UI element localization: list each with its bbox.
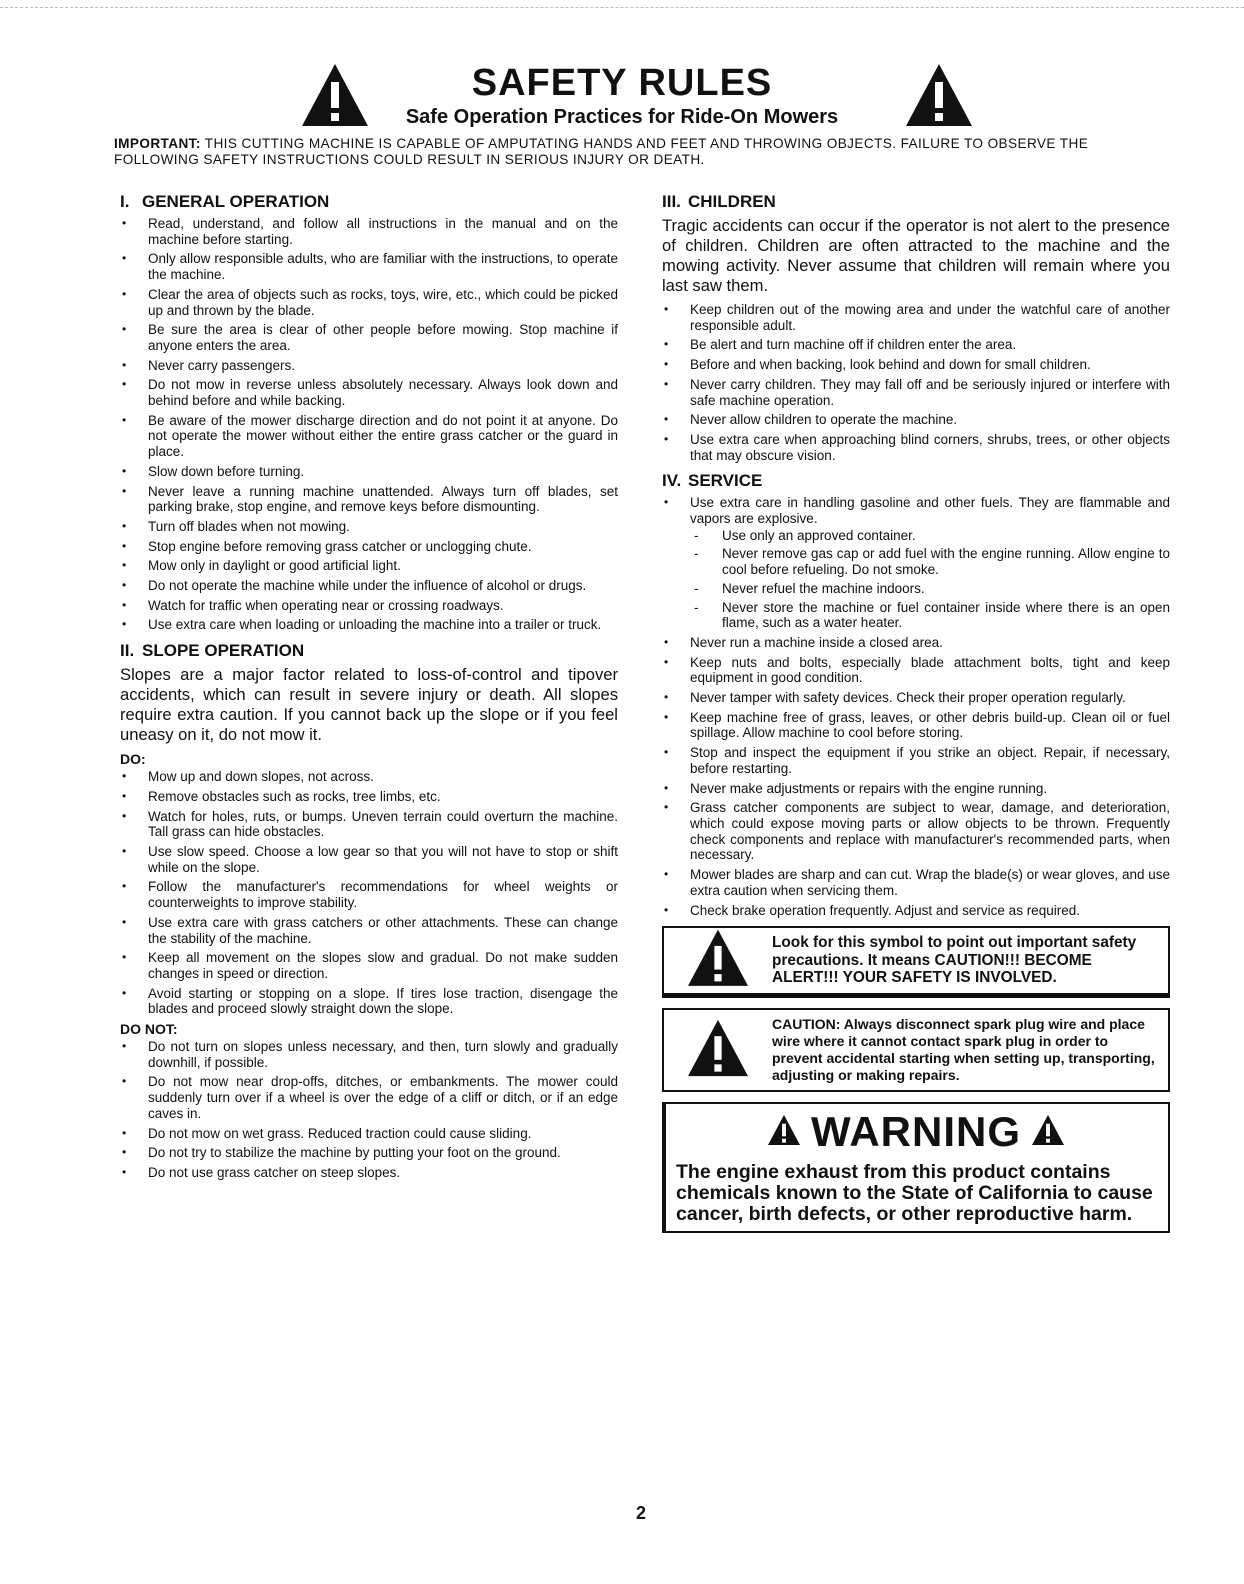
list-item: • Mow only in daylight or good artificial light. — [120, 558, 618, 574]
sub-list-item: - Use only an approved container. — [690, 528, 1170, 544]
list-item: • Stop and inspect the equipment if you strike an object. Repair, if necessary, before restarting. — [662, 745, 1170, 776]
list-item: • Use extra care with grass catchers or other attachments. These can change the stability of the machine. — [120, 915, 618, 946]
warning-triangle-icon — [767, 1108, 801, 1156]
warning-triangle-icon — [686, 1018, 750, 1082]
fuel-sublist — [690, 528, 1170, 631]
section-children — [662, 192, 1170, 463]
list-item: • Never run a machine inside a closed area. — [662, 635, 1170, 651]
list-item: • Turn off blades when not mowing. — [120, 519, 618, 535]
list-item: • Never make adjustments or repairs with the engine running. — [662, 781, 1170, 797]
list-item: • Avoid starting or stopping on a slope. If tires lose traction, disengage the blades and proceed slowly straight down the slope. — [120, 986, 618, 1017]
page-subtitle: Safe Operation Practices for Ride-On Mowers — [405, 106, 839, 128]
list-item: • Mower blades are sharp and can cut. Wrap the blade(s) or wear gloves, and use extra caution when servicing them. — [662, 867, 1170, 898]
page-number: 2 — [636, 1503, 647, 1523]
section-service — [662, 471, 1170, 918]
list-item: • Never allow children to operate the machine. — [662, 412, 1170, 428]
list-item: • Do not operate the machine while under the influence of alcohol or drugs. — [120, 578, 618, 594]
list-item: • Follow the manufacturer's recommendations for wheel weights or counterweights to improve stability. — [120, 879, 618, 910]
list-item: • Keep nuts and bolts, especially blade attachment bolts, tight and keep equipment in good condition. — [662, 655, 1170, 686]
list-item: • Keep all movement on the slopes slow and gradual. Do not make sudden changes in speed or direction. — [120, 950, 618, 981]
do-not-label: DO NOT: — [120, 1021, 178, 1038]
section-heading: I. GENERAL OPERATION — [120, 192, 330, 211]
list-item: • Watch for traffic when operating near or crossing roadways. — [120, 598, 618, 614]
important-label: IMPORTANT: — [114, 136, 201, 151]
children-list — [662, 302, 1170, 463]
warning-text: The engine exhaust from this product contains chemicals known to the State of California to cause cancer, birth defects, or other reproductive harm. — [676, 1160, 1153, 1225]
list-item: • Keep children out of the mowing area and under the watchful care of another responsible adult. — [662, 302, 1170, 333]
list-item: • Do not mow on wet grass. Reduced traction could cause sliding. — [120, 1126, 618, 1142]
section-heading: II. SLOPE OPERATION — [120, 641, 305, 661]
section-heading: III. CHILDREN — [662, 192, 776, 211]
list-item: • Never carry passengers. — [120, 358, 618, 374]
fuel-item-text: Use extra care in handling gasoline and other fuels. They are flammable and vapors are explosive. — [690, 495, 1170, 527]
symbol-box-text: Look for this symbol to point out important safety precautions. It means CAUTION!!! BECOME ALERT!!! YOUR SAFETY IS INVOLVED. — [772, 934, 1137, 987]
list-item: • Slow down before turning. — [120, 464, 618, 480]
sub-list-item: - Never store the machine or fuel container inside where there is an open flame, such as a water heater. — [690, 600, 1170, 631]
sub-list-item: - Never refuel the machine indoors. — [690, 581, 1170, 597]
left-column — [120, 192, 618, 1189]
list-item: • Use extra care when loading or unloading the machine into a trailer or truck. — [120, 617, 618, 633]
warning-triangle-icon — [1031, 1108, 1065, 1156]
scan-edge-line — [0, 7, 1244, 8]
important-notice — [114, 136, 1174, 168]
important-text: THIS CUTTING MACHINE IS CAPABLE OF AMPUTATING HANDS AND FEET AND THROWING OBJECTS. FAILURE TO OBSERVE THE FOLLOWING SAFETY INSTRUCTIONS COULD RESULT IN SERIOUS INJURY OR DEATH. — [114, 136, 1089, 167]
caution-box-text: CAUTION: Always disconnect spark plug wire and place wire where it cannot contact spark plug in order to prevent accidental starting when setting up, transporting, adjusting or making repairs. — [772, 1015, 1155, 1083]
section-general-operation — [120, 192, 618, 633]
list-item: • Stop engine before removing grass catcher or unclogging chute. — [120, 539, 618, 555]
slope-intro: Slopes are a major factor related to loss-of-control and tipover accidents, which can result in severe injury or death. All slopes require extra caution. If you cannot back up the slope or if you feel uneasy on it, do not mow it. — [120, 665, 618, 745]
list-item: • Mow up and down slopes, not across. — [120, 769, 618, 785]
list-item: • Watch for holes, ruts, or bumps. Uneven terrain could overturn the machine. Tall grass can hide obstacles. — [120, 809, 618, 840]
list-item: • Read, understand, and follow all instructions in the manual and on the machine before starting. — [120, 216, 618, 247]
list-item: • Be sure the area is clear of other people before mowing. Stop machine if anyone enters the area. — [120, 322, 618, 353]
page-title: SAFETY RULES — [471, 62, 773, 104]
list-item: • Clear the area of objects such as rocks, toys, wire, etc., which could be picked up and thrown by the blade. — [120, 287, 618, 318]
list-item: • Do not turn on slopes unless necessary, and then, turn slowly and gradually downhill, if possible. — [120, 1039, 618, 1070]
list-item — [662, 495, 1170, 631]
service-list — [662, 495, 1170, 918]
caution-box — [662, 1008, 1170, 1092]
list-item: • Use slow speed. Choose a low gear so that you will not have to stop or shift while on the slope. — [120, 844, 618, 875]
list-item: • Only allow responsible adults, who are familiar with the instructions, to operate the machine. — [120, 251, 618, 282]
section-slope-operation — [120, 641, 618, 1180]
list-item: • Keep machine free of grass, leaves, or other debris build-up. Clean oil or fuel spillage. Allow machine to cool before storing. — [662, 710, 1170, 741]
list-item: • Do not mow in reverse unless absolutely necessary. Always look down and behind before and while backing. — [120, 377, 618, 408]
do-list — [120, 769, 618, 1017]
right-column — [662, 192, 1170, 1233]
list-item: • Be alert and turn machine off if children enter the area. — [662, 337, 1170, 353]
warning-box — [662, 1102, 1170, 1233]
safety-symbol-box — [662, 926, 1170, 998]
list-item: • Do not mow near drop-offs, ditches, or embankments. The mower could suddenly turn over if a wheel is over the edge of a cliff or ditch, or if an edge caves in. — [120, 1074, 618, 1121]
children-intro: Tragic accidents can occur if the operator is not alert to the presence of children. Children are often attracted to the machine and the mowing activity. Never assume that children will remain where you last saw them. — [662, 216, 1170, 295]
warning-title: WARNING — [811, 1107, 1021, 1155]
list-item: • Remove obstacles such as rocks, tree limbs, etc. — [120, 789, 618, 805]
list-item: • Be aware of the mower discharge direction and do not point it at anyone. Do not operate the mower without either the entire grass catcher or the guard in place. — [120, 413, 618, 460]
section-heading: IV. SERVICE — [662, 471, 763, 491]
list-item: • Never leave a running machine unattended. Always turn off blades, set parking brake, stop engine, and remove keys before dismounting. — [120, 484, 618, 515]
do-not-list — [120, 1039, 618, 1181]
list-item: • Use extra care when approaching blind corners, shrubs, trees, or other objects that may obscure vision. — [662, 432, 1170, 463]
list-item: • Do not try to stabilize the machine by putting your foot on the ground. — [120, 1145, 618, 1161]
list-item: • Never tamper with safety devices. Check their proper operation regularly. — [662, 690, 1170, 706]
list-item: • Before and when backing, look behind and down for small children. — [662, 357, 1170, 373]
list-item: • Check brake operation frequently. Adjust and service as required. — [662, 903, 1170, 919]
list-item: • Grass catcher components are subject to wear, damage, and deterioration, which could expose moving parts or allow objects to be thrown. Frequently check components and replace with manufacturer's recommended parts, when necessary. — [662, 800, 1170, 863]
warning-heading — [676, 1108, 1156, 1156]
warning-triangle-icon — [686, 928, 750, 993]
list-item: • Do not use grass catcher on steep slopes. — [120, 1165, 618, 1181]
list-item: • Never carry children. They may fall off and be seriously injured or interfere with safe machine operation. — [662, 377, 1170, 408]
general-list — [120, 216, 618, 633]
do-label: DO: — [120, 751, 146, 768]
sub-list-item: - Never remove gas cap or add fuel with the engine running. Allow engine to cool before refueling. Do not smoke. — [690, 546, 1170, 577]
